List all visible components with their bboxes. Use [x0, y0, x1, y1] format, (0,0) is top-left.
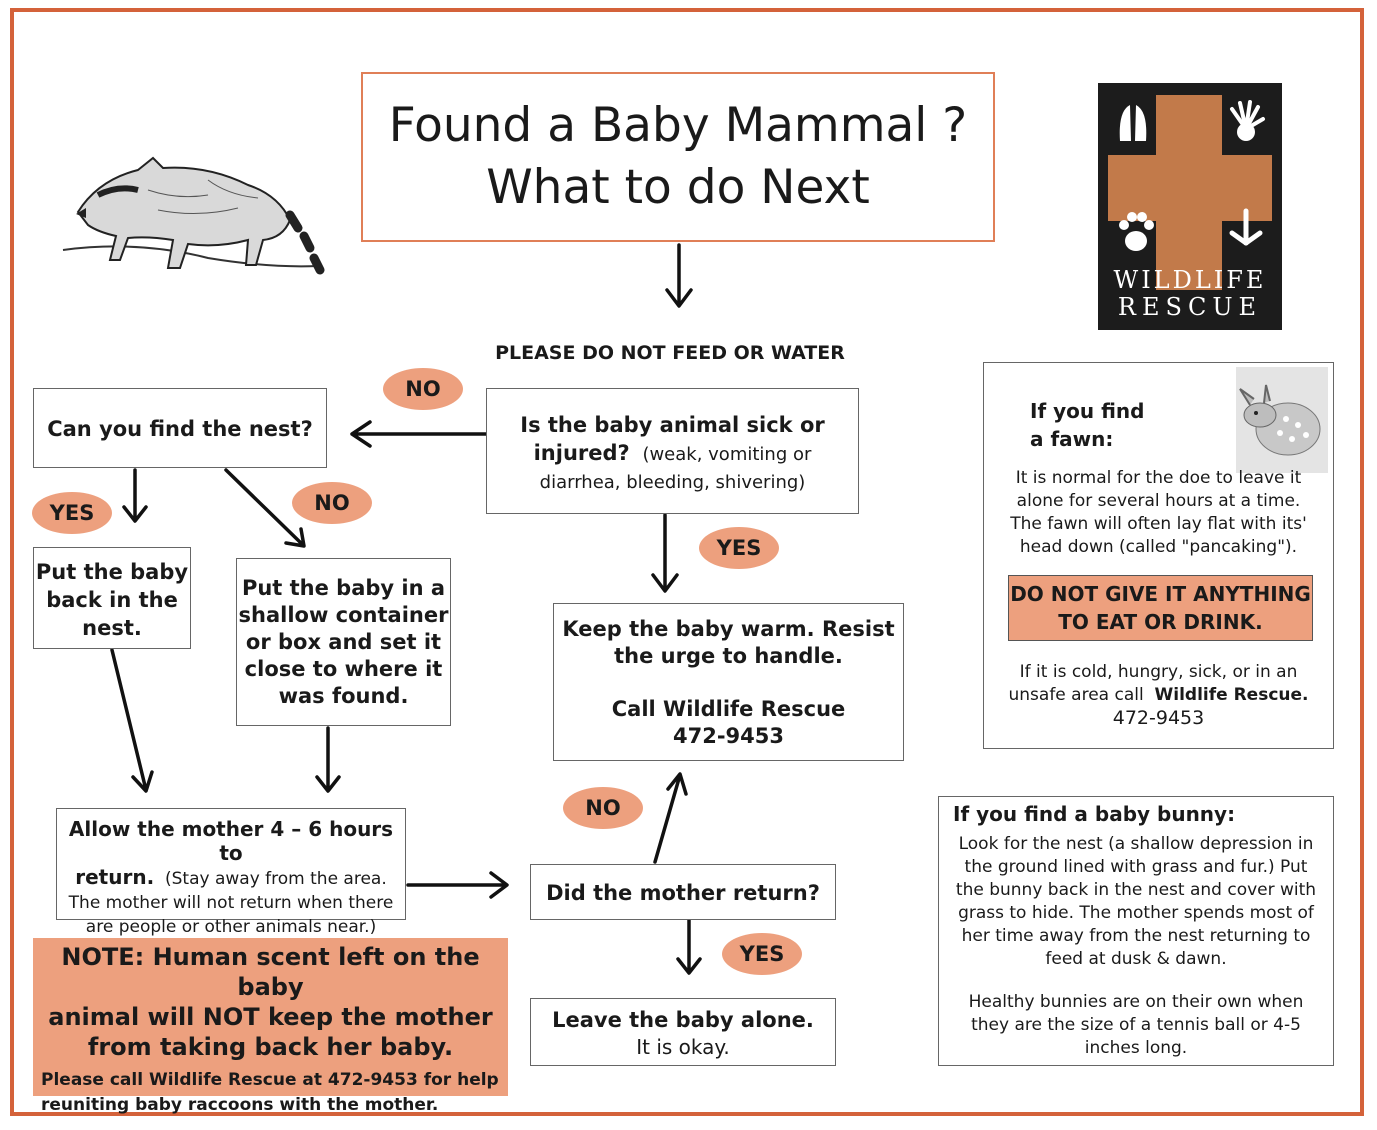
note-box: [33, 938, 508, 1115]
bird-print-icon: [1226, 207, 1266, 255]
keep-warm-line-1: Keep the baby warm. Resist: [562, 617, 895, 641]
question-sick-box: [486, 388, 859, 514]
keep-warm-phone: 472-9453: [673, 724, 784, 748]
leave-alone-box: [530, 998, 836, 1066]
bunny-heading: If you find a baby bunny:: [953, 802, 1236, 826]
allow-mother-line-4: are people or other animals near.): [85, 917, 377, 937]
leave-alone-line-2: It is okay.: [636, 1035, 730, 1059]
arrow-allow-right: [408, 873, 507, 897]
arrow-mother-yes: [678, 920, 700, 973]
fawn-text: It is normal for the doe to leave it alone for several hours at a time. The fawn will often lay flat with its' head down (called "pancaking").: [1010, 468, 1307, 557]
label-yes-mother: YES: [722, 933, 802, 975]
raccoon-print-icon: [1226, 99, 1266, 145]
arrow-putback-down: [112, 650, 152, 791]
fawn-illustration: [1236, 367, 1328, 473]
container-line: Put the baby in a: [241, 576, 446, 600]
arrow-sick-no: [352, 422, 486, 446]
raccoon-illustration: [58, 140, 333, 290]
fawn-heading: If you find a fawn:: [1030, 399, 1145, 451]
container-line: shallow container: [238, 603, 449, 627]
question-mother-label: Did the mother return?: [546, 881, 820, 905]
wildlife-rescue-logo: [1098, 83, 1282, 330]
question-nest-label: Can you find the nest?: [47, 417, 313, 441]
arrow-mother-no: [655, 774, 686, 862]
bunny-text: Look for the nest (a shallow depression in the ground lined with grass and fur.) Put the bunny back in the nest and cover with grass to hide. The mother spends most of her time away from the nest returning to feed at dusk & dawn.: [955, 834, 1317, 969]
question-sick-line-2: injured? (weak, vomiting or: [533, 441, 812, 465]
container-line: or box and set it: [245, 630, 442, 654]
question-sick-line-3: diarrhea, bleeding, shivering): [539, 472, 806, 493]
note-heading: NOTE: Human scent left on the baby animal will NOT keep the mother from taking back her baby.: [48, 943, 493, 1061]
put-back-line: Put the baby: [35, 560, 189, 584]
label-no-nest: NO: [292, 482, 372, 524]
title-line-2: What to do Next: [486, 160, 870, 215]
label-no-mother: NO: [563, 787, 643, 829]
label-no-sick: NO: [383, 368, 463, 410]
bunny-text-2: Healthy bunnies are on their own when they are the size of a tennis ball or 4-5 inches long.: [968, 992, 1304, 1058]
paw-print-icon: [1116, 211, 1156, 255]
title-box: [361, 72, 995, 242]
arrow-container-down: [317, 728, 339, 791]
put-back-box: [33, 547, 191, 649]
keep-warm-call: Call Wildlife Rescue: [611, 697, 846, 721]
question-sick-line-1: Is the baby animal sick or: [520, 413, 825, 437]
keep-warm-box: [553, 603, 904, 761]
title-line-1: Found a Baby Mammal ?: [388, 98, 968, 153]
label-yes-nest: YES: [32, 492, 112, 534]
logo-text-line-1: WILDLIFE: [1113, 266, 1267, 294]
container-line: close to where it: [244, 657, 443, 681]
container-line: was found.: [278, 684, 409, 708]
arrow-sick-yes: [653, 515, 677, 591]
fawn-warning: DO NOT GIVE IT ANYTHING TO EAT OR DRINK.: [1008, 575, 1313, 641]
question-nest-box: [33, 388, 327, 468]
put-back-line: back in the: [46, 588, 178, 612]
bunny-box: [938, 796, 1334, 1066]
container-box: [236, 558, 451, 726]
logo-text-line-2: RESCUE: [1117, 293, 1263, 321]
arrow-title-down: [667, 245, 691, 306]
do-not-feed-notice: PLEASE DO NOT FEED OR WATER: [495, 342, 845, 364]
fawn-call: If it is cold, hungry, sick, or in an unsafe area call Wildlife Rescue. 472-9453: [1008, 662, 1309, 729]
keep-warm-line-2: the urge to handle.: [614, 644, 843, 668]
note-call: Please call Wildlife Rescue at 472-9453 for help reuniting baby raccoons with the mother.: [41, 1070, 499, 1115]
arrow-nest-yes: [124, 470, 146, 521]
put-back-line: nest.: [82, 616, 142, 640]
question-mother-box: [530, 864, 836, 920]
allow-mother-box: [56, 808, 406, 937]
leave-alone-line-1: Leave the baby alone.: [552, 1008, 814, 1032]
allow-mother-line-3: The mother will not return when there: [68, 893, 394, 913]
allow-mother-line-2: return. (Stay away from the area.: [75, 865, 387, 889]
label-yes-sick: YES: [699, 527, 779, 569]
allow-mother-line-1: Allow the mother 4 – 6 hours to: [68, 817, 394, 865]
fawn-box: [983, 362, 1334, 749]
hoof-print-icon: [1116, 101, 1150, 145]
